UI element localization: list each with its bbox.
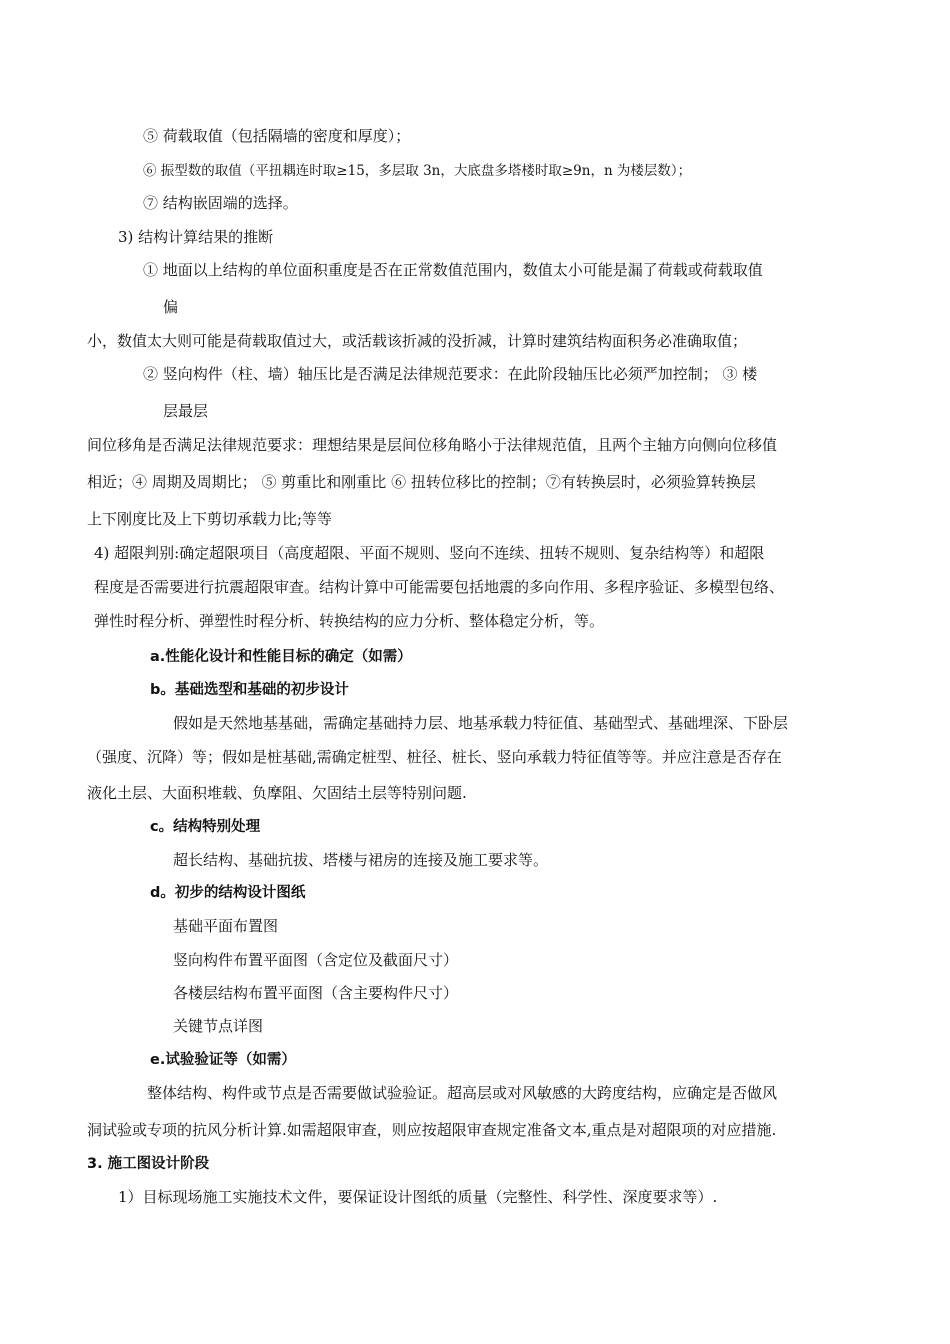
paragraph-line: 液化土层、大面积堆载、负摩阻、欠固结土层等特别问题. [87,784,467,802]
drawing-list-item: 竖向构件布置平面图（含定位及截面尺寸） [173,951,459,969]
paragraph-line: ② 竖向构件（柱、墙）轴压比是否满足法律规范要求：在此阶段轴压比必须严加控制； ③ 楼 [143,365,758,383]
paragraph-line: 小，数值太大则可能是荷载取值过大，或活载该折减的没折减，计算时建筑结构面积务必准确取值； [87,332,748,350]
paragraph-line: 假如是天然地基基础，需确定基础持力层、地基承载力特征值、基础型式、基础埋深、下卧层 [173,714,789,732]
drawing-list-item: 关键节点详图 [173,1017,264,1035]
item-6-modes: ⑥ 振型数的取值（平扭耦连时取≥15，多层取 3n，大底盘多塔楼时取≥9n，n 为楼层数）； [143,163,692,179]
subheading-e: e.试验验证等（如需） [150,1052,296,1068]
drawing-list-item: 各楼层结构布置平面图（含主要构件尺寸） [173,984,459,1002]
paragraph-line: 上下刚度比及上下剪切承载力比;等等 [87,510,333,528]
item-5-load: ⑤ 荷载取值（包括隔墙的密度和厚度）； [143,127,411,145]
paragraph-line: （强度、沉降）等；假如是桩基础,需确定桩型、桩径、桩长、竖向承载力特征值等等。并应注意是否存在 [87,748,782,766]
paragraph-line: 1）目标现场施工实施技术文件，要保证设计图纸的质量（完整性、科学性、深度要求等）. [118,1188,718,1206]
paragraph-line: 程度是否需要进行抗震超限审查。结构计算中可能需要包括地震的多向作用、多程序验证、多模型包络、 [94,578,785,596]
subheading-c: c。结构特别处理 [150,819,261,835]
paragraph-line: 偏 [163,298,179,316]
section-4-heading: 4) 超限判别:确定超限项目（高度超限、平面不规则、竖向不连续、扭转不规则、复杂结构等）和超限 [94,544,765,562]
item-7-embed: ⑦ 结构嵌固端的选择。 [143,194,298,212]
section-3-heading: 3) 结构计算结果的推断 [118,228,274,246]
subheading-b: b。基础选型和基础的初步设计 [150,682,349,698]
subheading-a: a.性能化设计和性能目标的确定（如需） [150,649,412,665]
paragraph-line: 层最层 [163,402,209,420]
chapter-3-heading: 3. 施工图设计阶段 [87,1156,210,1172]
paragraph-line: 间位移角是否满足法律规范要求：理想结果是层间位移角略小于法律规范值，且两个主轴方向侧向位移值 [87,436,778,454]
drawing-list-item: 基础平面布置图 [173,917,279,935]
paragraph-line: 整体结构、构件或节点是否需要做试验验证。超高层或对风敏感的大跨度结构，应确定是否做风 [147,1084,778,1102]
paragraph-line: 弹性时程分析、弹塑性时程分析、转换结构的应力分析、整体稳定分析，等。 [94,612,605,630]
paragraph-line: ① 地面以上结构的单位面积重度是否在正常数值范围内，数值太小可能是漏了荷载或荷载取值 [143,261,763,279]
paragraph-line: 超长结构、基础抗拔、塔楼与裙房的连接及施工要求等。 [173,851,549,869]
paragraph-line: 相近；④ 周期及周期比； ⑤ 剪重比和刚重比 ⑥ 扭转位移比的控制；⑦有转换层时，必须验算转换层 [87,473,756,491]
paragraph-line: 洞试验或专项的抗风分析计算.如需超限审查，则应按超限审查规定准备文本,重点是对超限项的对应措施. [87,1121,777,1139]
subheading-d: d。初步的结构设计图纸 [150,885,306,901]
